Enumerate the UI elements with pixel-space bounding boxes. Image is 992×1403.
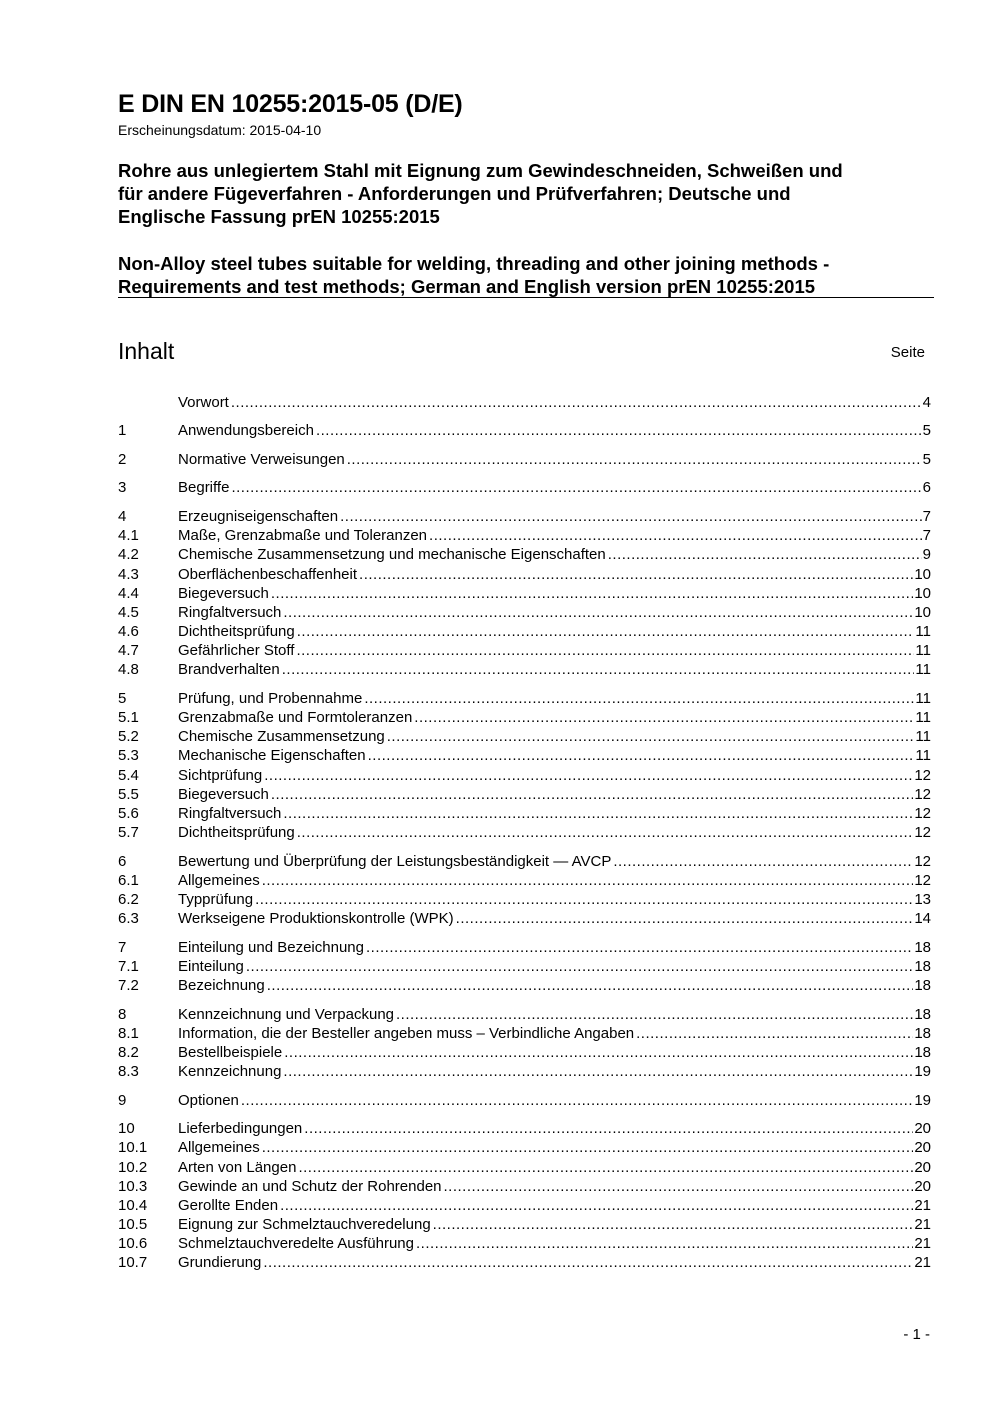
toc-entry-title: Begriffe: [178, 479, 230, 497]
title-english: [118, 252, 918, 298]
toc-entry-number: 10.7: [118, 1254, 148, 1272]
toc-entry[interactable]: [118, 1043, 931, 1062]
toc-dot-leader: [255, 890, 913, 909]
toc-entry-title: Vorwort: [178, 394, 229, 411]
toc-entry[interactable]: [118, 804, 931, 823]
toc-entry[interactable]: [118, 1119, 931, 1138]
document-id: E DIN EN 10255:2015-05 (D/E): [118, 90, 463, 118]
toc-entry-number: 5.5: [118, 785, 139, 803]
toc-entry-number: 7.1: [118, 957, 139, 975]
toc-entry-title: Bezeichnung: [178, 977, 265, 995]
title-german-line: für andere Fügeverfahren - Anforderungen und Prüfverfahren; Deutsche und: [118, 183, 791, 204]
toc-entry-number: 4.5: [118, 603, 139, 621]
toc-dot-leader: [366, 938, 913, 957]
toc-dot-leader: [416, 1234, 913, 1253]
toc-entry[interactable]: [118, 1253, 931, 1272]
toc-entry-number: 5.4: [118, 766, 139, 784]
toc-entry-number: 4: [118, 507, 127, 525]
toc-entry[interactable]: [118, 622, 931, 641]
title-german-line: Rohre aus unlegiertem Stahl mit Eignung zum Gewindeschneiden, Schweißen und: [118, 160, 843, 181]
toc-dot-leader: [429, 526, 922, 545]
toc-entry-title: Anwendungsbereich: [178, 422, 314, 440]
publication-date: Erscheinungsdatum: 2015-04-10: [118, 122, 322, 138]
toc-entry-number: 5.7: [118, 824, 139, 842]
toc-entry[interactable]: [118, 909, 931, 928]
toc-entry[interactable]: [118, 660, 931, 679]
toc-entry-page: 10: [914, 584, 931, 602]
toc-entry-number: 7: [118, 938, 127, 956]
toc-entry-title: Grundierung: [178, 1254, 262, 1272]
toc-entry[interactable]: [118, 565, 931, 584]
toc-entry-page: 20: [914, 1158, 931, 1176]
toc-dot-leader: [284, 1043, 913, 1062]
toc-entry[interactable]: [118, 421, 931, 440]
toc-dot-leader: [241, 1091, 913, 1110]
toc-section-group: [118, 1119, 931, 1273]
toc-entry-number: 1: [118, 422, 127, 440]
toc-entry-number: 10.2: [118, 1158, 148, 1176]
toc-entry-number: 4.8: [118, 661, 139, 679]
toc-entry-title: Chemische Zusammensetzung: [178, 728, 385, 746]
toc-dot-leader: [283, 804, 913, 823]
toc-dot-leader: [608, 545, 922, 564]
toc-dot-leader: [246, 957, 913, 976]
toc-entry-page: 19: [914, 1091, 931, 1109]
title-german-line: Englische Fassung prEN 10255:2015: [118, 206, 440, 227]
toc-entry-number: 7.2: [118, 977, 139, 995]
toc-entry[interactable]: [118, 478, 931, 497]
toc-entry-page: 18: [914, 1044, 931, 1061]
toc-entry-title: Kennzeichnung und Verpackung: [178, 1005, 395, 1023]
toc-entry-title: Allgemeines: [178, 1139, 260, 1157]
toc-entry[interactable]: [118, 823, 931, 842]
toc-heading: Inhalt: [118, 338, 175, 364]
toc-dot-leader: [262, 871, 914, 890]
toc-entry-number: 4.2: [118, 546, 139, 564]
toc-dot-leader: [263, 1253, 913, 1272]
toc-entry[interactable]: [118, 871, 931, 890]
toc-entry[interactable]: [118, 1005, 931, 1024]
toc-entry[interactable]: [118, 689, 931, 708]
toc-section-group: [118, 852, 931, 929]
toc-entry[interactable]: [118, 708, 931, 727]
toc-entry-page: 18: [914, 977, 931, 995]
toc-section-group: [118, 1005, 931, 1082]
toc-entry-title: Information, die der Besteller angeben muss – Verbindliche Angaben: [178, 1024, 635, 1042]
toc-dot-leader: [444, 1177, 914, 1196]
toc-entry-number: 10.5: [118, 1216, 148, 1234]
toc-entry-number: 4.1: [118, 527, 139, 545]
toc-entry-page: 5: [922, 422, 931, 440]
toc-entry[interactable]: [118, 1196, 931, 1215]
toc-section-group: [118, 689, 931, 843]
toc-entry-number: 8.2: [118, 1044, 139, 1061]
toc-section-group: [118, 450, 931, 469]
toc-dot-leader: [433, 1215, 914, 1234]
toc-entry-number: 10.3: [118, 1177, 148, 1195]
toc-entry[interactable]: [118, 957, 931, 976]
toc-entry[interactable]: [118, 938, 931, 957]
toc-entry-page: 21: [914, 1216, 931, 1234]
toc-dot-leader: [283, 603, 913, 622]
toc-entry[interactable]: [118, 450, 931, 469]
toc-entry-page: 19: [914, 1063, 931, 1081]
toc-entry-title: Kennzeichnung: [178, 1063, 282, 1081]
toc-dot-leader: [304, 1119, 913, 1138]
toc-dot-leader: [368, 746, 915, 765]
toc-entry-page: 11: [915, 623, 931, 641]
toc-entry-page: 10: [914, 565, 931, 583]
toc-entry[interactable]: [118, 785, 931, 804]
toc-entry[interactable]: [118, 1234, 931, 1253]
toc-entry-page: 12: [914, 824, 931, 842]
toc-entry[interactable]: [118, 1062, 931, 1081]
toc-entry-number: 2: [118, 450, 127, 468]
toc-section-group: [118, 478, 931, 497]
toc-entry-title: Maße, Grenzabmaße und Toleranzen: [178, 527, 428, 545]
toc-entry-page: 13: [914, 891, 931, 909]
toc-entry-number: 5.3: [118, 747, 139, 765]
toc-entry-title: Werkseigene Produktionskontrolle (WPK): [178, 910, 454, 928]
toc-entry-number: 4.4: [118, 584, 139, 602]
toc-entry-number: 5.6: [118, 805, 139, 823]
toc-entry-page: 20: [914, 1139, 931, 1157]
toc-dot-leader: [271, 584, 913, 603]
toc-entry-title: Biegeversuch: [178, 584, 269, 602]
toc-entry-title: Gefährlicher Stoff: [178, 642, 295, 660]
toc-entry-number: 10.6: [118, 1235, 148, 1253]
table-of-contents: [118, 393, 931, 1282]
toc-dot-leader: [231, 393, 922, 412]
toc-entry-title: Erzeugniseigenschaften: [178, 507, 339, 525]
toc-entry-page: 21: [914, 1235, 931, 1253]
toc-dot-leader: [231, 478, 921, 497]
toc-entry-page: 11: [915, 728, 931, 746]
toc-entry-page: 18: [914, 957, 931, 975]
toc-dot-leader: [387, 727, 915, 746]
toc-entry[interactable]: [118, 890, 931, 909]
toc-entry-title: Oberflächenbeschaffenheit: [178, 565, 358, 583]
toc-dot-leader: [280, 1196, 913, 1215]
toc-entry-title: Bestellbeispiele: [178, 1044, 283, 1061]
toc-dot-leader: [271, 785, 913, 804]
toc-entry[interactable]: [118, 852, 931, 871]
toc-entry-title: Ringfaltversuch: [178, 805, 282, 823]
toc-entry[interactable]: [118, 766, 931, 785]
toc-section-group: [118, 1091, 931, 1110]
toc-dot-leader: [347, 450, 922, 469]
toc-entry-page: 9: [922, 546, 931, 564]
toc-entry-title: Optionen: [178, 1091, 239, 1109]
toc-entry-page: 12: [914, 852, 931, 870]
toc-section-group: [118, 421, 931, 440]
toc-entry-title: Arten von Längen: [178, 1158, 297, 1176]
toc-entry-page: 18: [914, 1005, 931, 1023]
toc-entry-number: 10.1: [118, 1139, 148, 1157]
toc-dot-leader: [316, 421, 922, 440]
toc-entry-title: Chemische Zusammensetzung und mechanische Eigenschaften: [178, 546, 606, 564]
toc-entry-number: 6.1: [118, 871, 139, 889]
toc-page-column-label: Seite: [890, 344, 925, 361]
toc-entry-number: 5.1: [118, 709, 139, 727]
toc-entry-number: 8.3: [118, 1063, 139, 1081]
toc-entry-page: 11: [915, 642, 931, 660]
toc-entry[interactable]: [118, 1158, 931, 1177]
title-german: [118, 159, 918, 228]
toc-entry-title: Dichtheitsprüfung: [178, 623, 295, 641]
toc-dot-leader: [414, 708, 914, 727]
toc-dot-leader: [359, 565, 913, 584]
toc-entry-page: 14: [914, 910, 931, 928]
toc-entry-title: Schmelztauchveredelte Ausführung: [178, 1235, 414, 1253]
title-divider: [118, 297, 934, 298]
toc-entry-page: 12: [914, 785, 931, 803]
toc-entry[interactable]: [118, 545, 931, 564]
toc-dot-leader: [297, 823, 914, 842]
toc-dot-leader: [636, 1024, 913, 1043]
toc-entry[interactable]: [118, 393, 931, 412]
toc-dot-leader: [340, 507, 922, 526]
toc-entry-page: 12: [914, 766, 931, 784]
toc-entry-title: Gerollte Enden: [178, 1196, 279, 1214]
toc-entry-page: 11: [915, 689, 931, 707]
toc-entry-page: 21: [914, 1254, 931, 1272]
toc-entry-title: Normative Verweisungen: [178, 450, 345, 468]
toc-entry-number: 10.4: [118, 1196, 148, 1214]
toc-entry-title: Biegeversuch: [178, 785, 269, 803]
toc-entry-number: 5.2: [118, 728, 139, 746]
toc-entry-title: Brandverhalten: [178, 661, 280, 679]
toc-entry-title: Mechanische Eigenschaften: [178, 747, 366, 765]
toc-entry-title: Prüfung, und Probennahme: [178, 689, 363, 707]
toc-entry-title: Einteilung: [178, 957, 244, 975]
toc-entry[interactable]: [118, 746, 931, 765]
toc-entry[interactable]: [118, 641, 931, 660]
toc-entry-number: 3: [118, 479, 127, 497]
toc-entry[interactable]: [118, 1024, 931, 1043]
toc-entry-title: Dichtheitsprüfung: [178, 824, 295, 842]
toc-entry-title: Sichtprüfung: [178, 766, 263, 784]
toc-entry[interactable]: [118, 584, 931, 603]
toc-entry[interactable]: [118, 507, 931, 526]
toc-dot-leader: [297, 622, 915, 641]
toc-dot-leader: [396, 1005, 913, 1024]
toc-entry-number: 10: [118, 1120, 135, 1138]
toc-entry-number: 4.7: [118, 642, 139, 660]
toc-dot-leader: [267, 976, 914, 995]
toc-entry[interactable]: [118, 1215, 931, 1234]
toc-entry[interactable]: [118, 1138, 931, 1157]
toc-dot-leader: [456, 909, 914, 928]
toc-entry-page: 4: [922, 394, 931, 411]
toc-dot-leader: [298, 1158, 913, 1177]
toc-entry-title: Einteilung und Bezeichnung: [178, 938, 364, 956]
toc-dot-leader: [264, 766, 913, 785]
toc-entry-page: 12: [914, 805, 931, 823]
toc-entry-number: 6.2: [118, 891, 139, 909]
title-english-line: Non-Alloy steel tubes suitable for welding, threading and other joining methods -: [118, 253, 830, 274]
toc-entry-page: 18: [914, 938, 931, 956]
toc-dot-leader: [296, 641, 914, 660]
toc-entry-number: 4.3: [118, 565, 139, 583]
toc-dot-leader: [613, 852, 913, 871]
toc-entry-number: 8.1: [118, 1024, 139, 1042]
toc-dot-leader: [283, 1062, 913, 1081]
toc-entry-title: Grenzabmaße und Formtoleranzen: [178, 709, 413, 727]
toc-entry-title: Eignung zur Schmelztauchveredelung: [178, 1216, 431, 1234]
toc-entry-number: 6: [118, 852, 127, 870]
toc-entry-page: 12: [914, 871, 931, 889]
toc-entry-number: 4.6: [118, 623, 139, 641]
toc-entry-page: 20: [914, 1120, 931, 1138]
toc-entry[interactable]: [118, 1091, 931, 1110]
toc-entry-number: 9: [118, 1091, 127, 1109]
toc-entry-title: Allgemeines: [178, 871, 260, 889]
toc-section-group: [118, 938, 931, 996]
toc-entry-title: Lieferbedingungen: [178, 1120, 303, 1138]
toc-entry[interactable]: [118, 976, 931, 995]
toc-dot-leader: [262, 1138, 914, 1157]
toc-entry-page: 21: [914, 1196, 931, 1214]
toc-entry[interactable]: [118, 727, 931, 746]
toc-entry-page: 11: [915, 661, 931, 679]
toc-entry-title: Typprüfung: [178, 891, 254, 909]
page-number: - 1 -: [903, 1326, 930, 1343]
toc-entry-number: 8: [118, 1005, 127, 1023]
toc-entry-page: 6: [922, 479, 931, 497]
toc-dot-leader: [282, 660, 915, 679]
toc-entry-title: Gewinde an und Schutz der Rohrenden: [178, 1177, 442, 1195]
toc-entry-page: 10: [914, 603, 931, 621]
toc-dot-leader: [364, 689, 914, 708]
toc-entry-number: 5: [118, 689, 127, 707]
toc-entry-title: Bewertung und Überprüfung der Leistungsbeständigkeit — AVCP: [178, 852, 612, 870]
toc-entry-page: 5: [922, 450, 931, 468]
toc-entry-page: 11: [915, 709, 931, 727]
toc-entry-page: 20: [914, 1177, 931, 1195]
toc-section-group: [118, 507, 931, 680]
title-english-line: Requirements and test methods; German and English version prEN 10255:2015: [118, 276, 816, 297]
toc-entry[interactable]: [118, 603, 931, 622]
toc-entry-page: 11: [915, 747, 931, 765]
toc-entry-page: 18: [914, 1024, 931, 1042]
toc-entry-title: Ringfaltversuch: [178, 603, 282, 621]
toc-entry-page: 7: [922, 527, 931, 545]
toc-entry-page: 7: [922, 507, 931, 525]
toc-entry[interactable]: [118, 526, 931, 545]
toc-entry-number: 6.3: [118, 910, 139, 928]
toc-section-group: [118, 393, 931, 412]
toc-entry[interactable]: [118, 1177, 931, 1196]
